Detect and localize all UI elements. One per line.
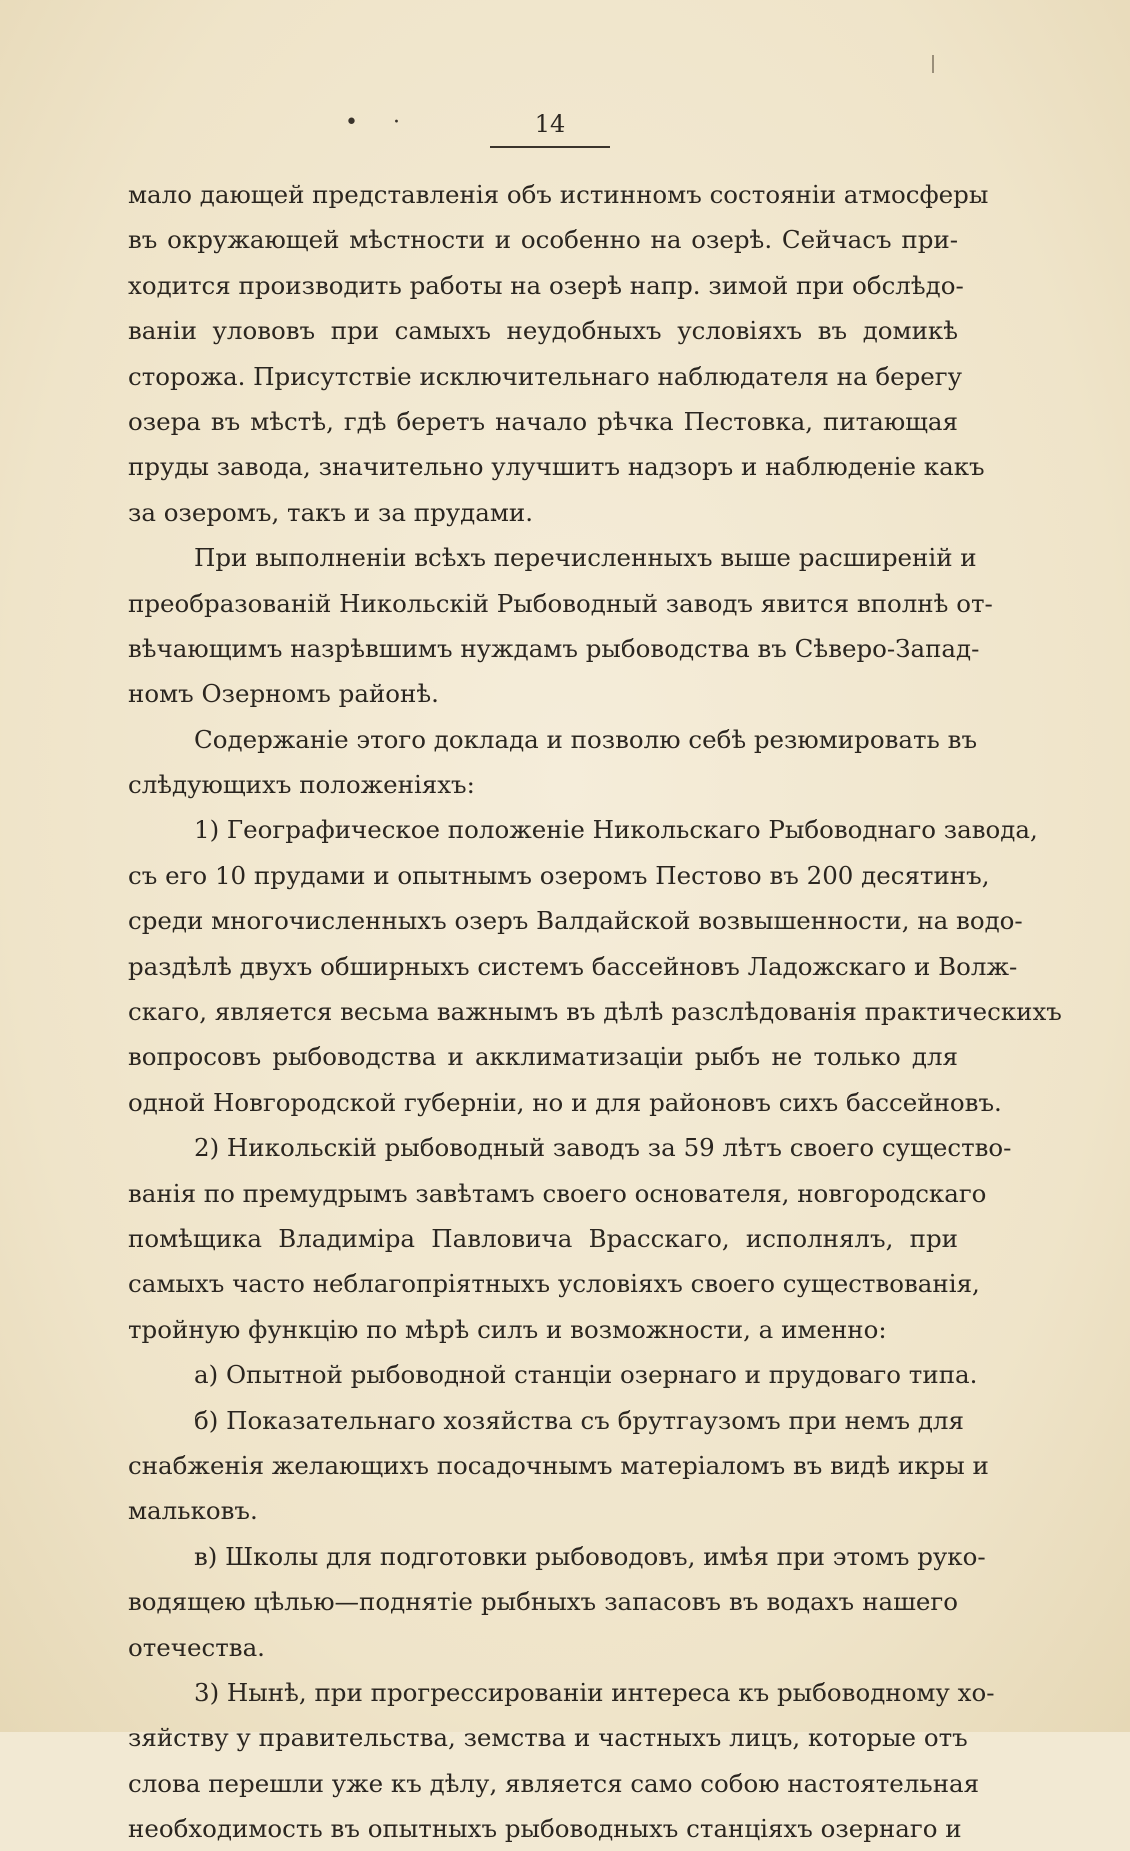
text-line: сторожа. Присутствіе исключительнаго наблюдателя на берегу: [128, 361, 963, 391]
text-line: озера въ мѣстѣ, гдѣ беретъ начало рѣчка Пестовка, питающая: [128, 406, 958, 436]
text-line: номъ Озерномъ районѣ.: [128, 679, 439, 709]
text-line: 2) Никольскій рыбоводный заводъ за 59 лѣтъ своего существо-: [194, 1133, 1012, 1163]
text-line: При выполненіи всѣхъ перечисленныхъ выше расширеній и: [194, 543, 977, 573]
text-line: а) Опытной рыбоводной станціи озернаго и прудоваго типа.: [194, 1360, 978, 1390]
text-line: 3) Нынѣ, при прогрессированіи интереса къ рыбоводному хо-: [194, 1677, 995, 1707]
text-line: в) Школы для подготовки рыбоводовъ, имѣя при этомъ руко-: [194, 1541, 986, 1571]
text-line: ванія по премудрымъ завѣтамъ своего основателя, новгородскаго: [128, 1178, 987, 1208]
text-line: преобразованій Никольскій Рыбоводный заводъ явится вполнѣ от-: [128, 588, 993, 618]
text-line: зяйству у правительства, земства и частныхъ лицъ, которые отъ: [128, 1723, 968, 1753]
text-line: необходимость въ опытныхъ рыбоводныхъ станціяхъ озернаго и: [128, 1814, 962, 1844]
text-line: 1) Географическое положеніе Никольскаго Рыбоводнаго завода,: [194, 815, 1038, 845]
text-line: тройную функцію по мѣрѣ силъ и возможности, а именно:: [128, 1314, 887, 1344]
text-line: мальковъ.: [128, 1496, 258, 1526]
text-line: пруды завода, значительно улучшитъ надзоръ и наблюденіе какъ: [128, 452, 985, 482]
text-line: ваніи улововъ при самыхъ неудобныхъ условіяхъ въ домикѣ: [128, 316, 958, 346]
text-line: слова перешли уже къ дѣлу, является само собою настоятельная: [128, 1768, 980, 1798]
text-line: за озеромъ, такъ и за прудами.: [128, 497, 534, 527]
header-marks: • ·: [345, 110, 414, 135]
text-line: вопросовъ рыбоводства и акклиматизаціи рыбъ не только для: [128, 1042, 958, 1072]
text-line: одной Новгородской губерніи, но и для районовъ сихъ бассейновъ.: [128, 1087, 1002, 1117]
text-line: съ его 10 прудами и опытнымъ озеромъ Пестово въ 200 десятинъ,: [128, 860, 990, 890]
text-line: водящею цѣлью—поднятіе рыбныхъ запасовъ въ водахъ нашего: [128, 1587, 958, 1617]
text-line: ходится производить работы на озерѣ напр. зимой при обслѣдо-: [128, 270, 964, 300]
text-line: слѣдующихъ положеніяхъ:: [128, 770, 475, 800]
text-line: въ окружающей мѣстности и особенно на озерѣ. Сейчасъ при-: [128, 225, 958, 255]
text-line: б) Показательнаго хозяйства съ брутгаузомъ при немъ для: [194, 1405, 964, 1435]
text-line: вѣчающимъ назрѣвшимъ нуждамъ рыбоводства въ Сѣверо-Запад-: [128, 633, 980, 663]
text-line: среди многочисленныхъ озеръ Валдайской возвышенности, на водо-: [128, 906, 1023, 936]
text-line: отечества.: [128, 1632, 265, 1662]
text-line: мало дающей представленія объ истинномъ состояніи атмосферы: [128, 180, 989, 209]
body-text: [128, 172, 1062, 1851]
text-line: помѣщика Владиміра Павловича Врасскаго, исполнялъ, при: [128, 1223, 958, 1253]
margin-mark: [932, 55, 934, 73]
text-line: снабженія желающихъ посадочнымъ матеріаломъ въ видѣ икры и: [128, 1450, 989, 1480]
text-line: самыхъ часто неблагопріятныхъ условіяхъ своего существованія,: [128, 1269, 980, 1299]
text-line: Содержаніе этого доклада и позволю себѣ резюмировать въ: [194, 724, 978, 754]
text-line: раздѣлѣ двухъ обширныхъ системъ бассейновъ Ладожскаго и Волж-: [128, 951, 1018, 981]
text-line: скаго, является весьма важнымъ въ дѣлѣ разслѣдованія практическихъ: [128, 997, 1062, 1027]
page-number: 14: [490, 110, 610, 148]
